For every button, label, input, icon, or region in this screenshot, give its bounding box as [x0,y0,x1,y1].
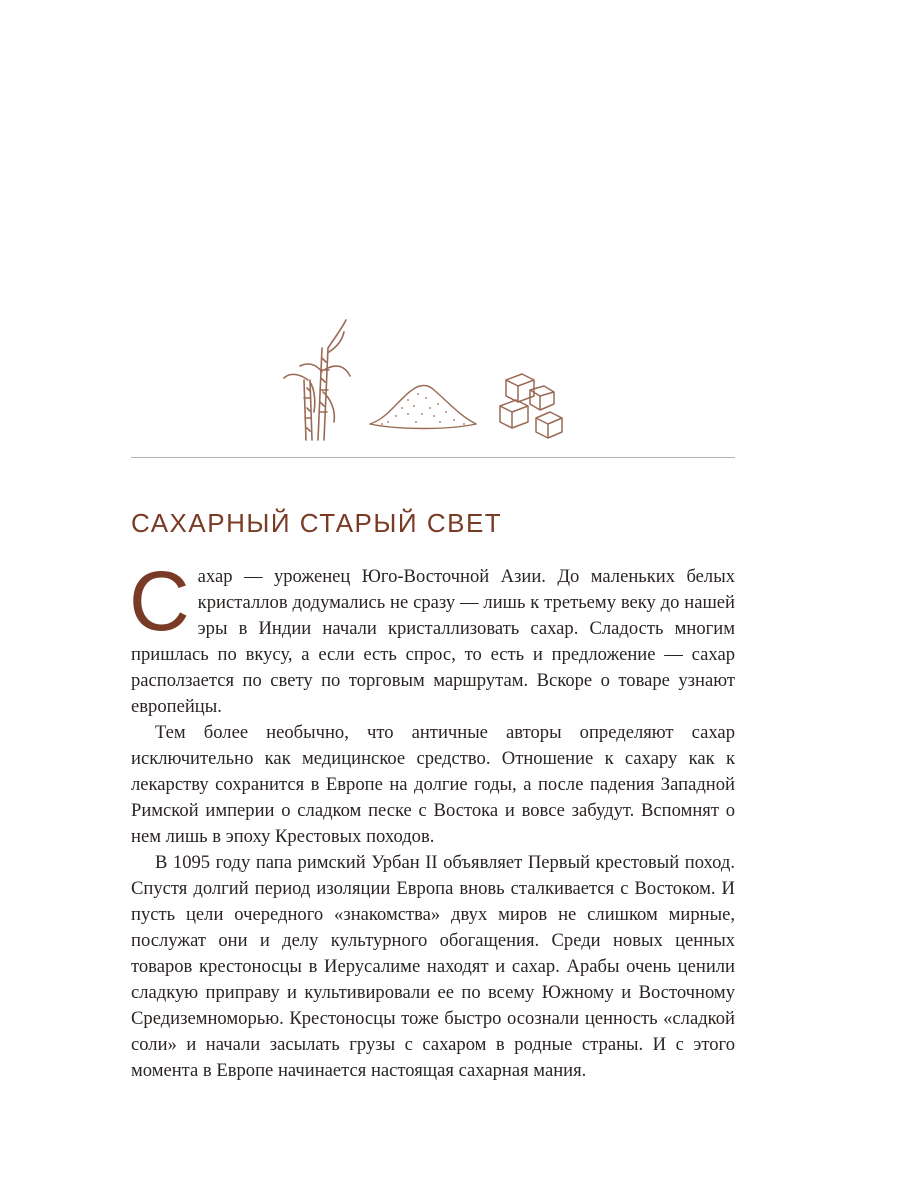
paragraph-3: В 1095 году папа римский Урбан II объявляет Первый крестовый поход. Спустя долгий период изоляции Европа вновь сталкивается с Востоком. И пусть цели очередного «знакомства» двух миров не слишком мирные, послужат они и делу культурного обогащения. Среди новых ценных товаров крестоносцы в Иерусалиме находят и сахар. Арабы очень ценили сладкую приправу и культивировали ее по всему Южному и Восточному Средиземноморью. Крестоносцы тоже быстро осознали ценность «сладкой соли» и начали засылать грузы с сахаром в родные страны. И с этого момента в Европе начинается настоящая сахарная мания. [131,852,735,1081]
section-divider [131,457,735,458]
sugar-cubes-icon [498,370,568,440]
sugar-pile-icon [368,380,478,440]
paragraph-2: Тем более необычно, что античные авторы определяют сахар исключительно как медицинское средство. Отношение к сахару как к лекарству сохранится в Европе на долгие годы, а после падения Западной Римской империи о сладком песке с Востока и вовсе забудут. Вспомнят о нем лишь в эпоху Крестовых походов. [131,722,735,847]
body-text [129,554,735,1084]
header-illustrations [278,318,568,448]
paragraph-1: ахар — уроженец Юго-Восточной Азии. До маленьких белых кристаллов додумались не сразу — лишь к третьему веку до нашей эры в Индии начали кристаллизовать сахар. Сладость многим пришлась по вкусу, а если есть спрос, то есть и предложение — сахар расползается по свету по торговым маршрутам. Вскоре о товаре узнают европейцы. [131,566,735,717]
drop-cap: С [129,554,190,648]
sugarcane-icon [278,318,358,443]
chapter-title: САХАРНЫЙ СТАРЫЙ СВЕТ [131,508,503,538]
